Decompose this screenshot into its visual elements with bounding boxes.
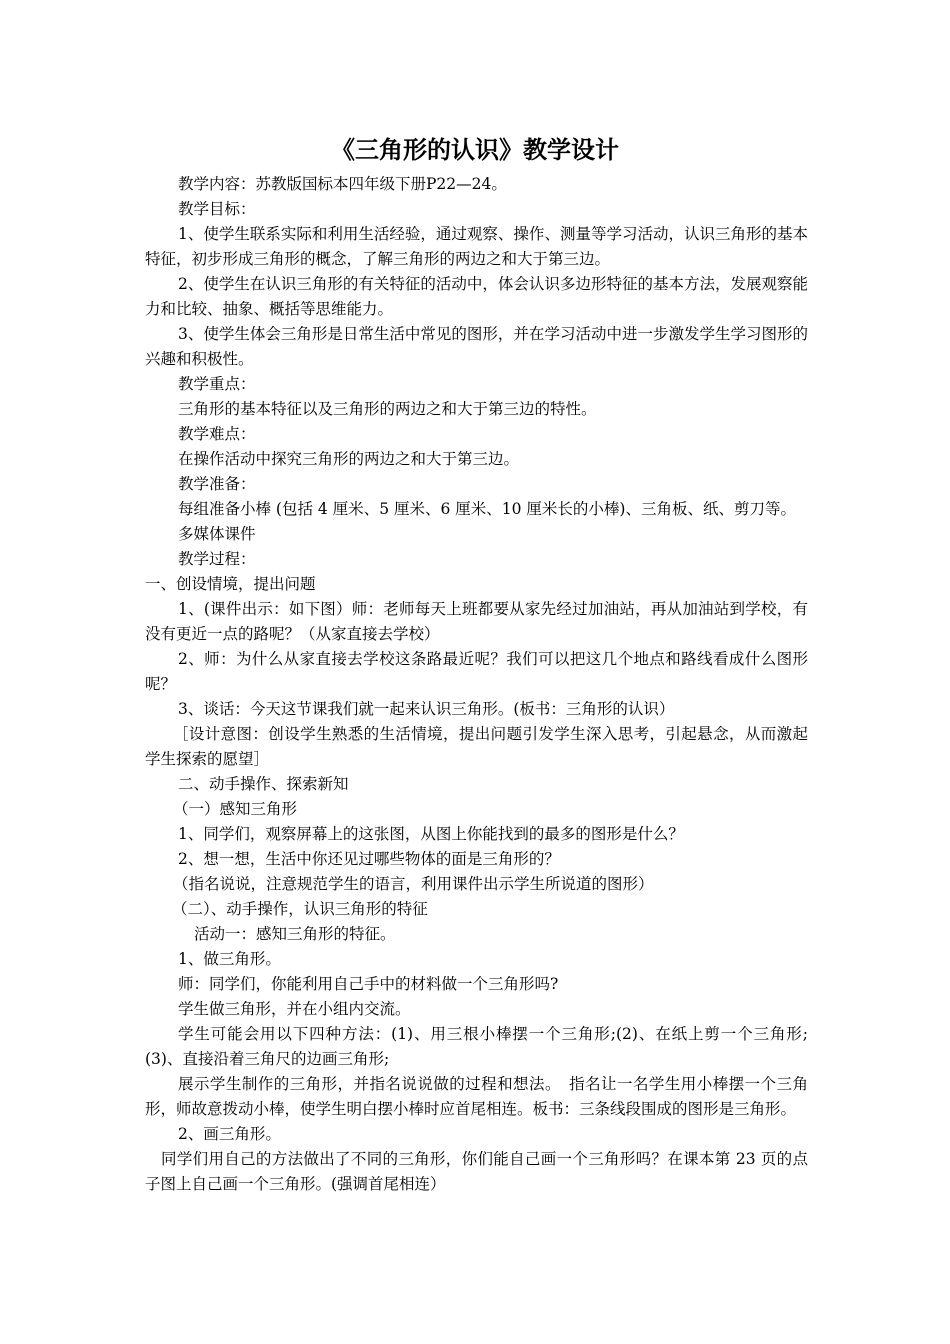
- section-2-heading: 二、动手操作、探索新知: [178, 775, 349, 793]
- paragraph-s1-2: 2、师：为什么从家直接去学校这条路最近呢？我们可以把这几个地点和路线看成什么图形呢？: [145, 650, 808, 693]
- paragraph-s1-1: 1、(课件出示：如下图）师：老师每天上班都要从家先经过加油站，再从加油站到学校，有没有更近一点的路呢？（从家直接去学校）: [145, 600, 808, 643]
- paragraph-a1: 1、做三角形。: [178, 950, 281, 968]
- activity-1-heading: 活动一：感知三角形的特征。: [194, 925, 396, 943]
- section-1-heading: 一、创设情境，提出问题: [145, 575, 316, 593]
- paragraph-a1-show: 展示学生制作的三角形，并指名说说做的过程和想法。 指名让一名学生用小棒摆一个三角形，师故意拨动小棒，使学生明白摆小棒时应首尾相连。板书：三条线段围成的图形是三角形。: [145, 1075, 808, 1118]
- paragraph-s1-3: 3、谈话：今天这节课我们就一起来认识三角形。(板书：三角形的认识）: [178, 700, 675, 718]
- document-title: 《三角形的认识》教学设计: [331, 136, 619, 164]
- heading-goals: 教学目标：: [178, 200, 256, 218]
- paragraph-a2: 2、画三角形。: [178, 1125, 281, 1143]
- paragraph-design-intent: ［设计意图：创设学生熟悉的生活情境，提出问题引发学生深入思考，引起悬念，从而激起学生探索的愿望］: [145, 725, 808, 768]
- paragraph-s2-note: （指名说说，注意规范学生的语言，利用课件出示学生所说道的图形）: [173, 875, 654, 893]
- paragraph-s2-1: 1、同学们，观察屏幕上的这张图，从图上你能找到的最多的图形是什么？: [178, 825, 684, 843]
- paragraph-content: 教学内容：苏教版国标本四年级下册P22—24。: [178, 175, 507, 193]
- paragraph-a1-methods: 学生可能会用以下四种方法：(1)、用三根小棒摆一个三角形;(2)、在纸上剪一个三角形;(3)、直接沿着三角尺的边画三角形;: [145, 1025, 808, 1068]
- paragraph-s2-2: 2、想一想，生活中你还见过哪些物体的面是三角形的？: [178, 850, 560, 868]
- subsection-2-heading: （二）、动手操作，认识三角形的特征: [172, 900, 428, 918]
- paragraph-goal-3: 3、使学生体会三角形是日常生活中常见的图形，并在学习活动中进一步激发学生学习图形的兴趣和积极性。: [145, 325, 808, 368]
- paragraph-a1-teacher: 师：同学们，你能利用自己手中的材料做一个三角形吗?: [178, 975, 559, 993]
- paragraph-key-points: 三角形的基本特征以及三角形的两边之和大于第三边的特性。: [178, 400, 597, 418]
- document-body: [145, 172, 808, 1197]
- paragraph-goal-2: 2、使学生在认识三角形的有关特征的活动中，体会认识多边形特征的基本方法，发展观察能力和比较、抽象、概括等思维能力。: [145, 275, 808, 318]
- paragraph-a2-text: 同学们用自己的方法做出了不同的三角形，你们能自己画一个三角形吗？在课本第 23 页的点子图上自己画一个三角形。(强调首尾相连）: [145, 1150, 808, 1193]
- heading-preparation: 教学准备：: [178, 475, 256, 493]
- paragraph-a1-students: 学生做三角形，并在小组内交流。: [178, 1000, 411, 1018]
- heading-key-points: 教学重点：: [178, 375, 256, 393]
- paragraph-preparation: 每组准备小棒 (包括 4 厘米、5 厘米、6 厘米、10 厘米长的小棒)、三角板、纸、剪刀等。: [178, 500, 796, 518]
- heading-difficulties: 教学难点：: [178, 425, 256, 443]
- paragraph-difficulties: 在操作活动中探究三角形的两边之和大于第三边。: [178, 450, 520, 468]
- paragraph-multimedia: 多媒体课件: [178, 525, 256, 543]
- paragraph-goal-1: 1、使学生联系实际和利用生活经验，通过观察、操作、测量等学习活动，认识三角形的基本特征，初步形成三角形的概念，了解三角形的两边之和大于第三边。: [145, 225, 808, 268]
- heading-process: 教学过程：: [178, 550, 256, 568]
- subsection-1-heading: （一）感知三角形: [173, 800, 298, 818]
